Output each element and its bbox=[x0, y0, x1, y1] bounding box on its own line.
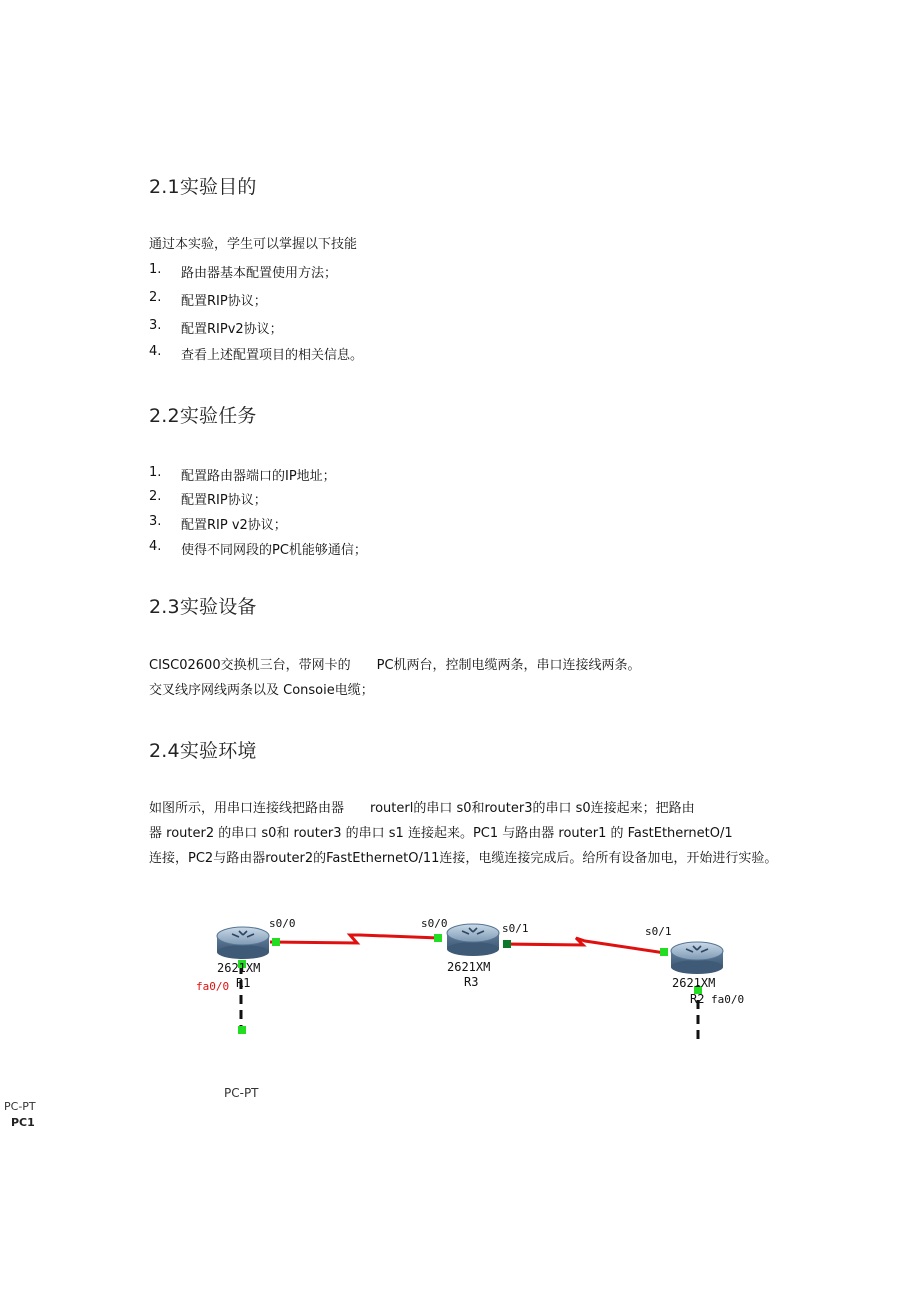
router-r3-icon bbox=[447, 924, 499, 956]
link-light bbox=[660, 948, 668, 956]
serial-link-r1-r3 bbox=[270, 935, 439, 943]
environment-line-2: 器 router2 的串口 s0和 router3 的串口 s1 连接起来。PC1 与路由器 router1 的 FastEthernetO/1 bbox=[149, 826, 733, 841]
pc-type-label: PC-PT bbox=[224, 1086, 259, 1100]
section-heading-2-1: 2.1实验目的 bbox=[149, 176, 257, 198]
list-number: 1. bbox=[149, 465, 162, 480]
list-number: 2. bbox=[149, 489, 162, 504]
intro-text: 通过本实验，学生可以掌握以下技能 bbox=[149, 237, 358, 252]
list-text: 使得不同网段的PC机能够通信； bbox=[181, 543, 367, 558]
list-text: 配置RIP协议； bbox=[181, 294, 267, 309]
list-number: 4. bbox=[149, 539, 162, 554]
section-heading-2-4: 2.4实验环境 bbox=[149, 740, 257, 762]
serial-link-r3-r2 bbox=[503, 938, 665, 953]
r2-serial-port-label: s0/1 bbox=[645, 925, 672, 938]
link-light bbox=[503, 940, 511, 948]
router-r1-icon bbox=[217, 927, 269, 959]
r2-name-label: R2 bbox=[690, 992, 705, 1006]
link-light bbox=[434, 934, 442, 942]
list-number: 1. bbox=[149, 262, 162, 277]
list-text: 配置RIP v2协议； bbox=[181, 518, 287, 533]
r3-name-label: R3 bbox=[464, 975, 479, 989]
equipment-line-1b: PC机两台，控制电缆两条，串口连接线两条。 bbox=[376, 658, 641, 673]
section-heading-2-2: 2.2实验任务 bbox=[149, 405, 257, 427]
r3-right-port-label: s0/1 bbox=[502, 922, 529, 935]
link-light bbox=[272, 938, 280, 946]
list-text: 配置RIP协议； bbox=[181, 493, 267, 508]
r3-left-port-label: s0/0 bbox=[421, 917, 448, 930]
r2-fa-port-label: fa0/0 bbox=[711, 993, 745, 1006]
r1-name-label: R1 bbox=[236, 976, 251, 990]
section-heading-2-3: 2.3实验设备 bbox=[149, 596, 257, 618]
r3-model-label: 2621XM bbox=[447, 960, 491, 974]
environment-line-1b: routerl的串口 s0和router3的串口 s0连接起来；把路由 bbox=[370, 801, 695, 816]
list-text: 路由器基本配置使用方法； bbox=[181, 266, 338, 281]
router-r2-icon bbox=[671, 942, 723, 974]
r2-model-label: 2621XM bbox=[672, 976, 716, 990]
list-number: 3. bbox=[149, 318, 162, 333]
r1-fa-port-label: fa0/0 bbox=[196, 980, 230, 993]
equipment-line-1a: CISC02600交换机三台，带网卡的 bbox=[149, 658, 351, 673]
pc1-type-label: PC-PT bbox=[4, 1100, 36, 1113]
r1-model-label: 2621XM bbox=[217, 961, 261, 975]
list-text: 查看上述配置项目的相关信息。 bbox=[181, 348, 364, 363]
list-number: 4. bbox=[149, 344, 162, 359]
pc1-name-label: PC1 bbox=[11, 1116, 35, 1129]
list-number: 3. bbox=[149, 514, 162, 529]
environment-line-3: 连接，PC2与路由器router2的FastEthernetO/11连接，电缆连接完成后。给所有设备加电，开始进行实验。 bbox=[149, 851, 778, 866]
r1-serial-port-label: s0/0 bbox=[269, 917, 296, 930]
list-text: 配置RIPv2协议； bbox=[181, 322, 283, 337]
list-text: 配置路由器端口的IP地址； bbox=[181, 469, 336, 484]
link-light bbox=[238, 1026, 246, 1034]
equipment-line-2: 交叉线序网线两条以及 Consoie电缆； bbox=[149, 683, 374, 698]
environment-line-1a: 如图所示，用串口连接线把路由器 bbox=[149, 801, 345, 816]
list-number: 2. bbox=[149, 290, 162, 305]
